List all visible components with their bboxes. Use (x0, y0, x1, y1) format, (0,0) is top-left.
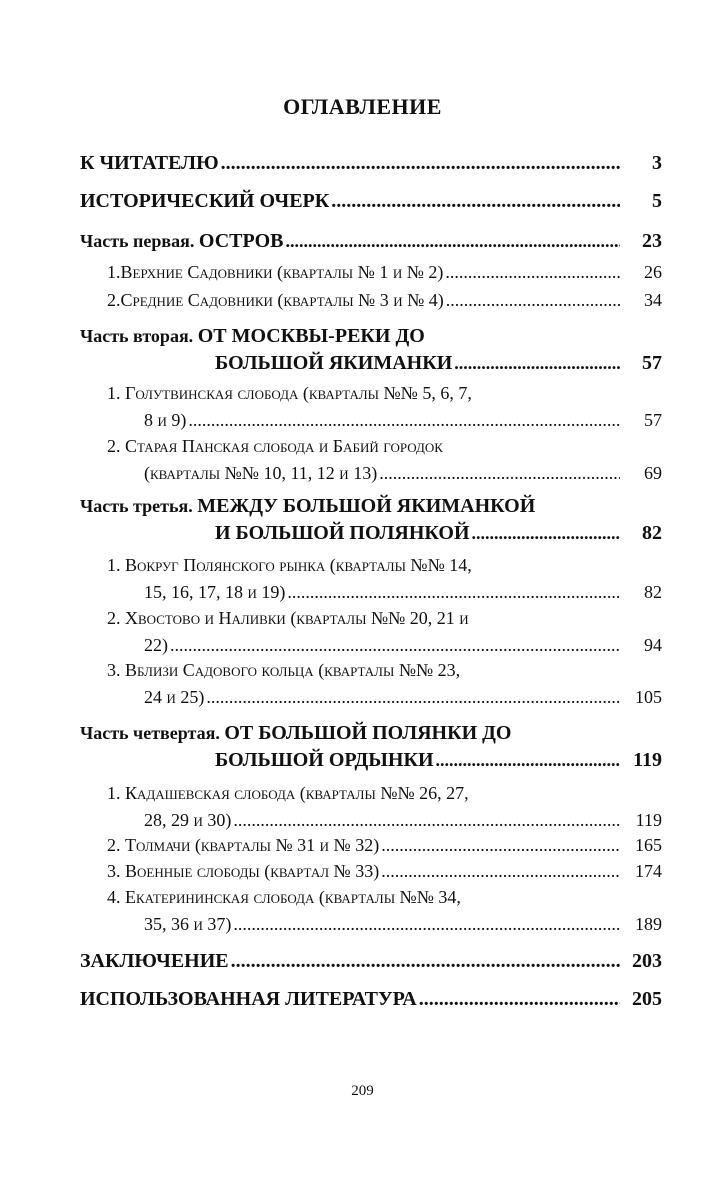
toc-page-number: 82 (642, 522, 662, 544)
leader-dots (445, 262, 620, 283)
toc-item[interactable] (80, 290, 662, 311)
leader-dots (287, 582, 620, 603)
toc-page-number: 69 (644, 463, 662, 483)
leader-dots (170, 635, 620, 656)
leader-dots (188, 410, 620, 431)
page-number: 209 (351, 1083, 374, 1099)
toc-part-1[interactable] (80, 230, 662, 253)
toc-page-number: 165 (635, 835, 662, 855)
leader-dots (454, 353, 620, 374)
toc-entry-essay[interactable] (80, 190, 662, 213)
leader-dots (472, 523, 620, 544)
toc-item[interactable] (80, 262, 662, 283)
toc-item-text-line-2: 22) (144, 635, 168, 655)
toc-item-text-line-1: 2. Хвостово и Наливки (кварталы №№ 20, 21 и (107, 608, 469, 628)
toc-part-2[interactable] (80, 325, 662, 375)
toc-page-number: 3 (652, 152, 662, 174)
toc-entry-label: К ЧИТАТЕЛЮ (80, 152, 219, 174)
toc-page-number: 94 (644, 635, 662, 655)
toc-item[interactable] (80, 436, 662, 484)
leader-dots (285, 231, 620, 252)
toc-entry-conclusion[interactable] (80, 950, 662, 973)
part-title-line-1: ОТ БОЛЬШОЙ ПОЛЯНКИ ДО (224, 722, 512, 744)
toc-page-number: 23 (642, 230, 662, 252)
part-prefix: Часть вторая. (80, 326, 194, 346)
toc-item-text-line-1: 1. Вокруг Полянского рынка (кварталы №№ 14, (107, 555, 472, 575)
toc-item[interactable] (80, 660, 662, 708)
toc-item-text-line-1: 1. Кадашевская слобода (кварталы №№ 26, 27, (107, 783, 469, 803)
toc-item-text-line-2: 15, 16, 17, 18 и 19) (144, 582, 286, 602)
toc-page-number: 34 (644, 290, 662, 310)
toc-entry-label: ЗАКЛЮЧЕНИЕ (80, 950, 229, 972)
toc-part-4[interactable] (80, 722, 662, 772)
leader-dots (419, 988, 620, 1011)
part-title-line-2: БОЛЬШОЙ ОРДЫНКИ (215, 749, 434, 771)
toc-page-number: 205 (632, 988, 662, 1010)
part-prefix: Часть третья. (80, 496, 193, 516)
leader-dots (233, 810, 620, 831)
part-title-line-2: БОЛЬШОЙ ЯКИМАНКИ (215, 352, 453, 374)
toc-page-number: 5 (652, 190, 662, 212)
toc-item-text-line-1: 3. Вблизи Садового кольца (кварталы №№ 23, (107, 660, 461, 680)
toc-item[interactable] (80, 861, 662, 882)
toc-item[interactable] (80, 555, 662, 603)
toc-page-number: 203 (632, 950, 662, 972)
toc-item[interactable] (80, 887, 662, 935)
toc-item[interactable] (80, 835, 662, 856)
leader-dots (206, 687, 620, 708)
toc-item-text: 2. Толмачи (кварталы № 31 и № 32) (107, 835, 380, 855)
toc-item-text-line-2: (кварталы №№ 10, 11, 12 и 13) (144, 463, 378, 483)
toc-page-number: 119 (633, 749, 662, 771)
toc-page-number: 105 (635, 687, 662, 707)
toc-item-text: 1.Верхние Садовники (кварталы № 1 и № 2) (107, 262, 444, 282)
toc-page-number: 174 (635, 861, 662, 881)
toc-item-text-line-2: 28, 29 и 30) (144, 810, 232, 830)
toc-page-number: 57 (642, 352, 662, 374)
part-title: ОСТРОВ (198, 230, 284, 252)
leader-dots (221, 152, 620, 175)
leader-dots (231, 950, 620, 973)
toc-item[interactable] (80, 383, 662, 431)
toc-entry-reader[interactable] (80, 152, 662, 175)
toc-page-number: 119 (635, 810, 662, 830)
toc-item-text-line-2: 24 и 25) (144, 687, 205, 707)
leader-dots (331, 190, 620, 213)
toc-item-text: 3. Военные слободы (квартал № 33) (107, 861, 380, 881)
part-prefix: Часть первая. (80, 231, 195, 251)
part-title-line-1: ОТ МОСКВЫ-РЕКИ ДО (197, 325, 425, 347)
toc-entry-label: ИСТОРИЧЕСКИЙ ОЧЕРК (80, 190, 330, 212)
toc-item-text-line-1: 4. Екатерининская слобода (кварталы №№ 34, (107, 887, 461, 907)
leader-dots (446, 290, 620, 311)
leader-dots (436, 750, 621, 771)
part-title-line-1: МЕЖДУ БОЛЬШОЙ ЯКИМАНКОЙ (197, 495, 536, 517)
toc-entry-literature[interactable] (80, 988, 662, 1011)
toc-title: ОГЛАВЛЕНИЕ (283, 94, 442, 119)
part-prefix: Часть четвертая. (80, 723, 220, 743)
part-title-line-2: И БОЛЬШОЙ ПОЛЯНКОЙ (215, 522, 470, 544)
leader-dots (379, 463, 620, 484)
toc-item-text-line-2: 8 и 9) (144, 410, 187, 430)
toc-item-text-line-2: 35, 36 и 37) (144, 914, 232, 934)
toc-part-3[interactable] (80, 495, 662, 545)
leader-dots (233, 914, 620, 935)
toc-item[interactable] (80, 783, 662, 831)
toc-entry-label: ИСПОЛЬЗОВАННАЯ ЛИТЕРАТУРА (80, 988, 417, 1010)
toc-page-number: 57 (644, 410, 662, 430)
toc-item[interactable] (80, 608, 662, 656)
toc-page-number: 82 (644, 582, 662, 602)
leader-dots (381, 861, 620, 882)
toc-item-text: 2.Средние Садовники (кварталы № 3 и № 4) (107, 290, 444, 310)
leader-dots (381, 835, 620, 856)
toc-page-number: 26 (644, 262, 662, 282)
toc-item-text-line-1: 1. Голутвинская слобода (кварталы №№ 5, 6, 7, (107, 383, 472, 403)
toc-page-number: 189 (635, 914, 662, 934)
toc-item-text-line-1: 2. Старая Панская слобода и Бабий городок (107, 436, 443, 456)
